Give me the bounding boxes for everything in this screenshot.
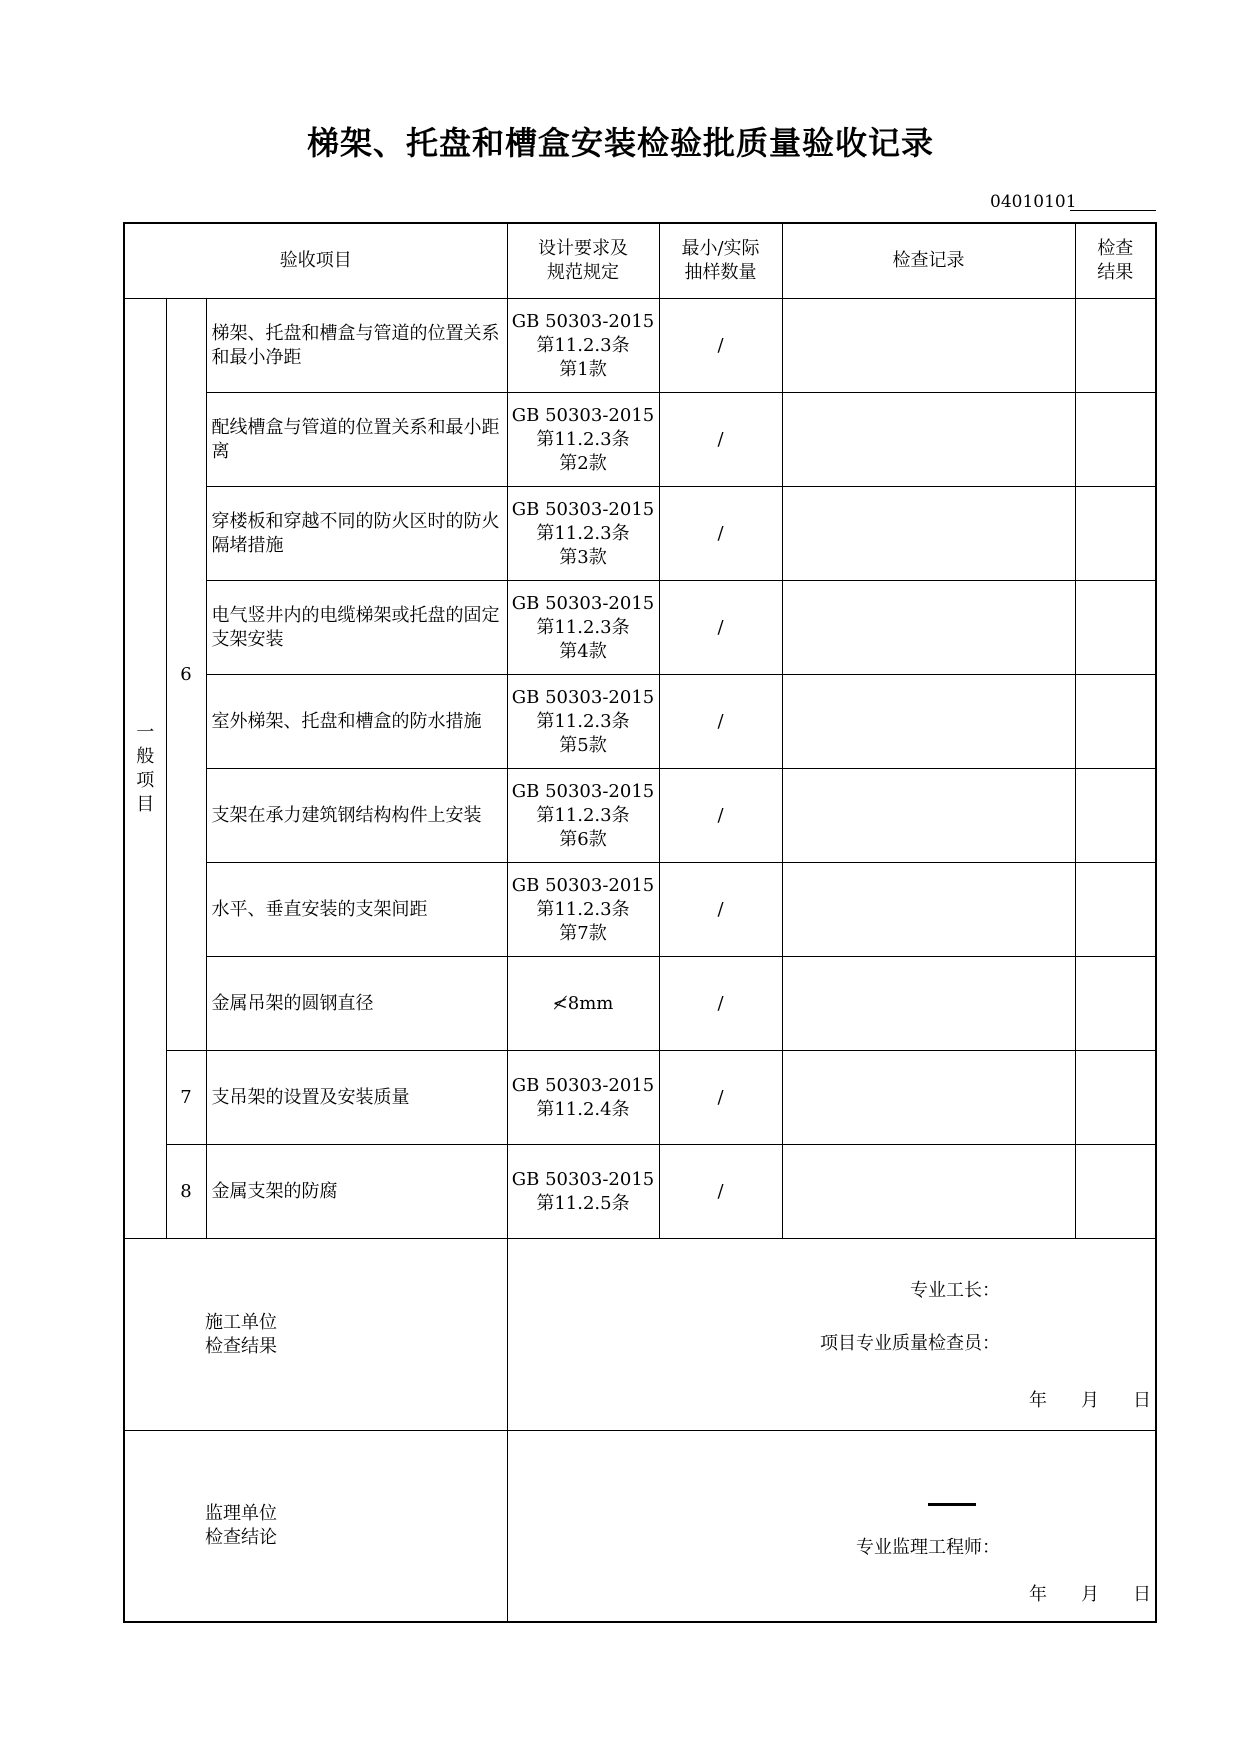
spec-cell: GB 50303-2015 第11.2.3条 第4款 <box>507 581 659 675</box>
construction-date: 年 月 日 <box>1029 1390 1151 1411</box>
spec-cell: GB 50303-2015 第11.2.3条 第7款 <box>507 863 659 957</box>
foreman-label: 专业工长： <box>910 1280 1000 1301</box>
construction-label-cell: 施工单位 检查结果 <box>124 1239 507 1431</box>
item-text: 梯架、托盘和槽盒与管道的位置关系和最小净距 <box>206 299 507 393</box>
supervision-section <box>124 1431 1156 1623</box>
sample-cell: / <box>659 299 782 393</box>
category-general-items: 一 般 项 目 <box>124 299 166 1239</box>
table-row <box>124 1051 1156 1145</box>
spec-cell: ≮8mm <box>507 957 659 1051</box>
table-row <box>124 1145 1156 1239</box>
result-cell[interactable] <box>1075 581 1156 675</box>
item-text: 配线槽盒与管道的位置关系和最小距离 <box>206 393 507 487</box>
table-header-row <box>124 223 1156 299</box>
spec-cell: GB 50303-2015 第11.2.3条 第2款 <box>507 393 659 487</box>
spec-cell: GB 50303-2015 第11.2.3条 第6款 <box>507 769 659 863</box>
record-cell[interactable] <box>782 393 1075 487</box>
page-title: 梯架、托盘和槽盒安装检验批质量验收记录 <box>306 124 934 162</box>
record-cell[interactable] <box>782 675 1075 769</box>
item-text: 支吊架的设置及安装质量 <box>206 1051 507 1145</box>
result-cell[interactable] <box>1075 675 1156 769</box>
supervision-engineer-label: 专业监理工程师： <box>856 1537 1000 1558</box>
spec-cell: GB 50303-2015 第11.2.5条 <box>507 1145 659 1239</box>
record-cell[interactable] <box>782 1145 1075 1239</box>
record-cell[interactable] <box>782 581 1075 675</box>
result-cell[interactable] <box>1075 487 1156 581</box>
item-text: 金属支架的防腐 <box>206 1145 507 1239</box>
sample-cell: / <box>659 393 782 487</box>
sample-cell: / <box>659 487 782 581</box>
header-spec: 设计要求及 规范规定 <box>507 223 659 299</box>
table-row <box>124 769 1156 863</box>
quality-inspector-label: 项目专业质量检查员： <box>820 1333 1000 1354</box>
result-cell[interactable] <box>1075 299 1156 393</box>
construction-signature-cell[interactable] <box>507 1239 1156 1431</box>
group-number: 6 <box>166 299 206 1051</box>
supervision-label-cell: 监理单位 检查结论 <box>124 1431 507 1623</box>
sample-cell: / <box>659 675 782 769</box>
spec-cell: GB 50303-2015 第11.2.3条 第5款 <box>507 675 659 769</box>
result-cell[interactable] <box>1075 393 1156 487</box>
record-cell[interactable] <box>782 863 1075 957</box>
construction-section <box>124 1239 1156 1431</box>
spec-cell: GB 50303-2015 第11.2.3条 第1款 <box>507 299 659 393</box>
table-row <box>124 957 1156 1051</box>
supervision-date: 年 月 日 <box>1029 1584 1151 1605</box>
sample-cell: / <box>659 1051 782 1145</box>
record-cell[interactable] <box>782 769 1075 863</box>
sample-cell: / <box>659 769 782 863</box>
header-record: 检查记录 <box>782 223 1075 299</box>
result-cell[interactable] <box>1075 863 1156 957</box>
table-row <box>124 299 1156 393</box>
item-text: 室外梯架、托盘和槽盒的防水措施 <box>206 675 507 769</box>
item-text: 金属吊架的圆钢直径 <box>206 957 507 1051</box>
group-number: 8 <box>166 1145 206 1239</box>
item-text: 电气竖井内的电缆梯架或托盘的固定支架安装 <box>206 581 507 675</box>
result-cell[interactable] <box>1075 1051 1156 1145</box>
spec-cell: GB 50303-2015 第11.2.4条 <box>507 1051 659 1145</box>
table-row <box>124 863 1156 957</box>
record-cell[interactable] <box>782 299 1075 393</box>
table-row <box>124 675 1156 769</box>
inspection-table <box>123 222 1157 1623</box>
header-item: 验收项目 <box>124 223 507 299</box>
header-sample: 最小/实际 抽样数量 <box>659 223 782 299</box>
supervision-signature-cell[interactable] <box>507 1431 1156 1623</box>
sample-cell: / <box>659 1145 782 1239</box>
record-cell[interactable] <box>782 487 1075 581</box>
item-text: 水平、垂直安装的支架间距 <box>206 863 507 957</box>
result-cell[interactable] <box>1075 1145 1156 1239</box>
group-number: 7 <box>166 1051 206 1145</box>
item-text: 支架在承力建筑钢结构构件上安装 <box>206 769 507 863</box>
table-row <box>124 487 1156 581</box>
sample-cell: / <box>659 957 782 1051</box>
item-text: 穿楼板和穿越不同的防火区时的防火隔堵措施 <box>206 487 507 581</box>
sample-cell: / <box>659 581 782 675</box>
table-row <box>124 581 1156 675</box>
record-cell[interactable] <box>782 1051 1075 1145</box>
spec-cell: GB 50303-2015 第11.2.3条 第3款 <box>507 487 659 581</box>
result-cell[interactable] <box>1075 957 1156 1051</box>
table-row <box>124 393 1156 487</box>
header-result: 检查 结果 <box>1075 223 1156 299</box>
sample-cell: / <box>659 863 782 957</box>
dash-mark <box>928 1503 976 1506</box>
form-code: 04010101 <box>990 192 1077 212</box>
code-blank-line <box>1070 210 1156 211</box>
record-cell[interactable] <box>782 957 1075 1051</box>
result-cell[interactable] <box>1075 769 1156 863</box>
